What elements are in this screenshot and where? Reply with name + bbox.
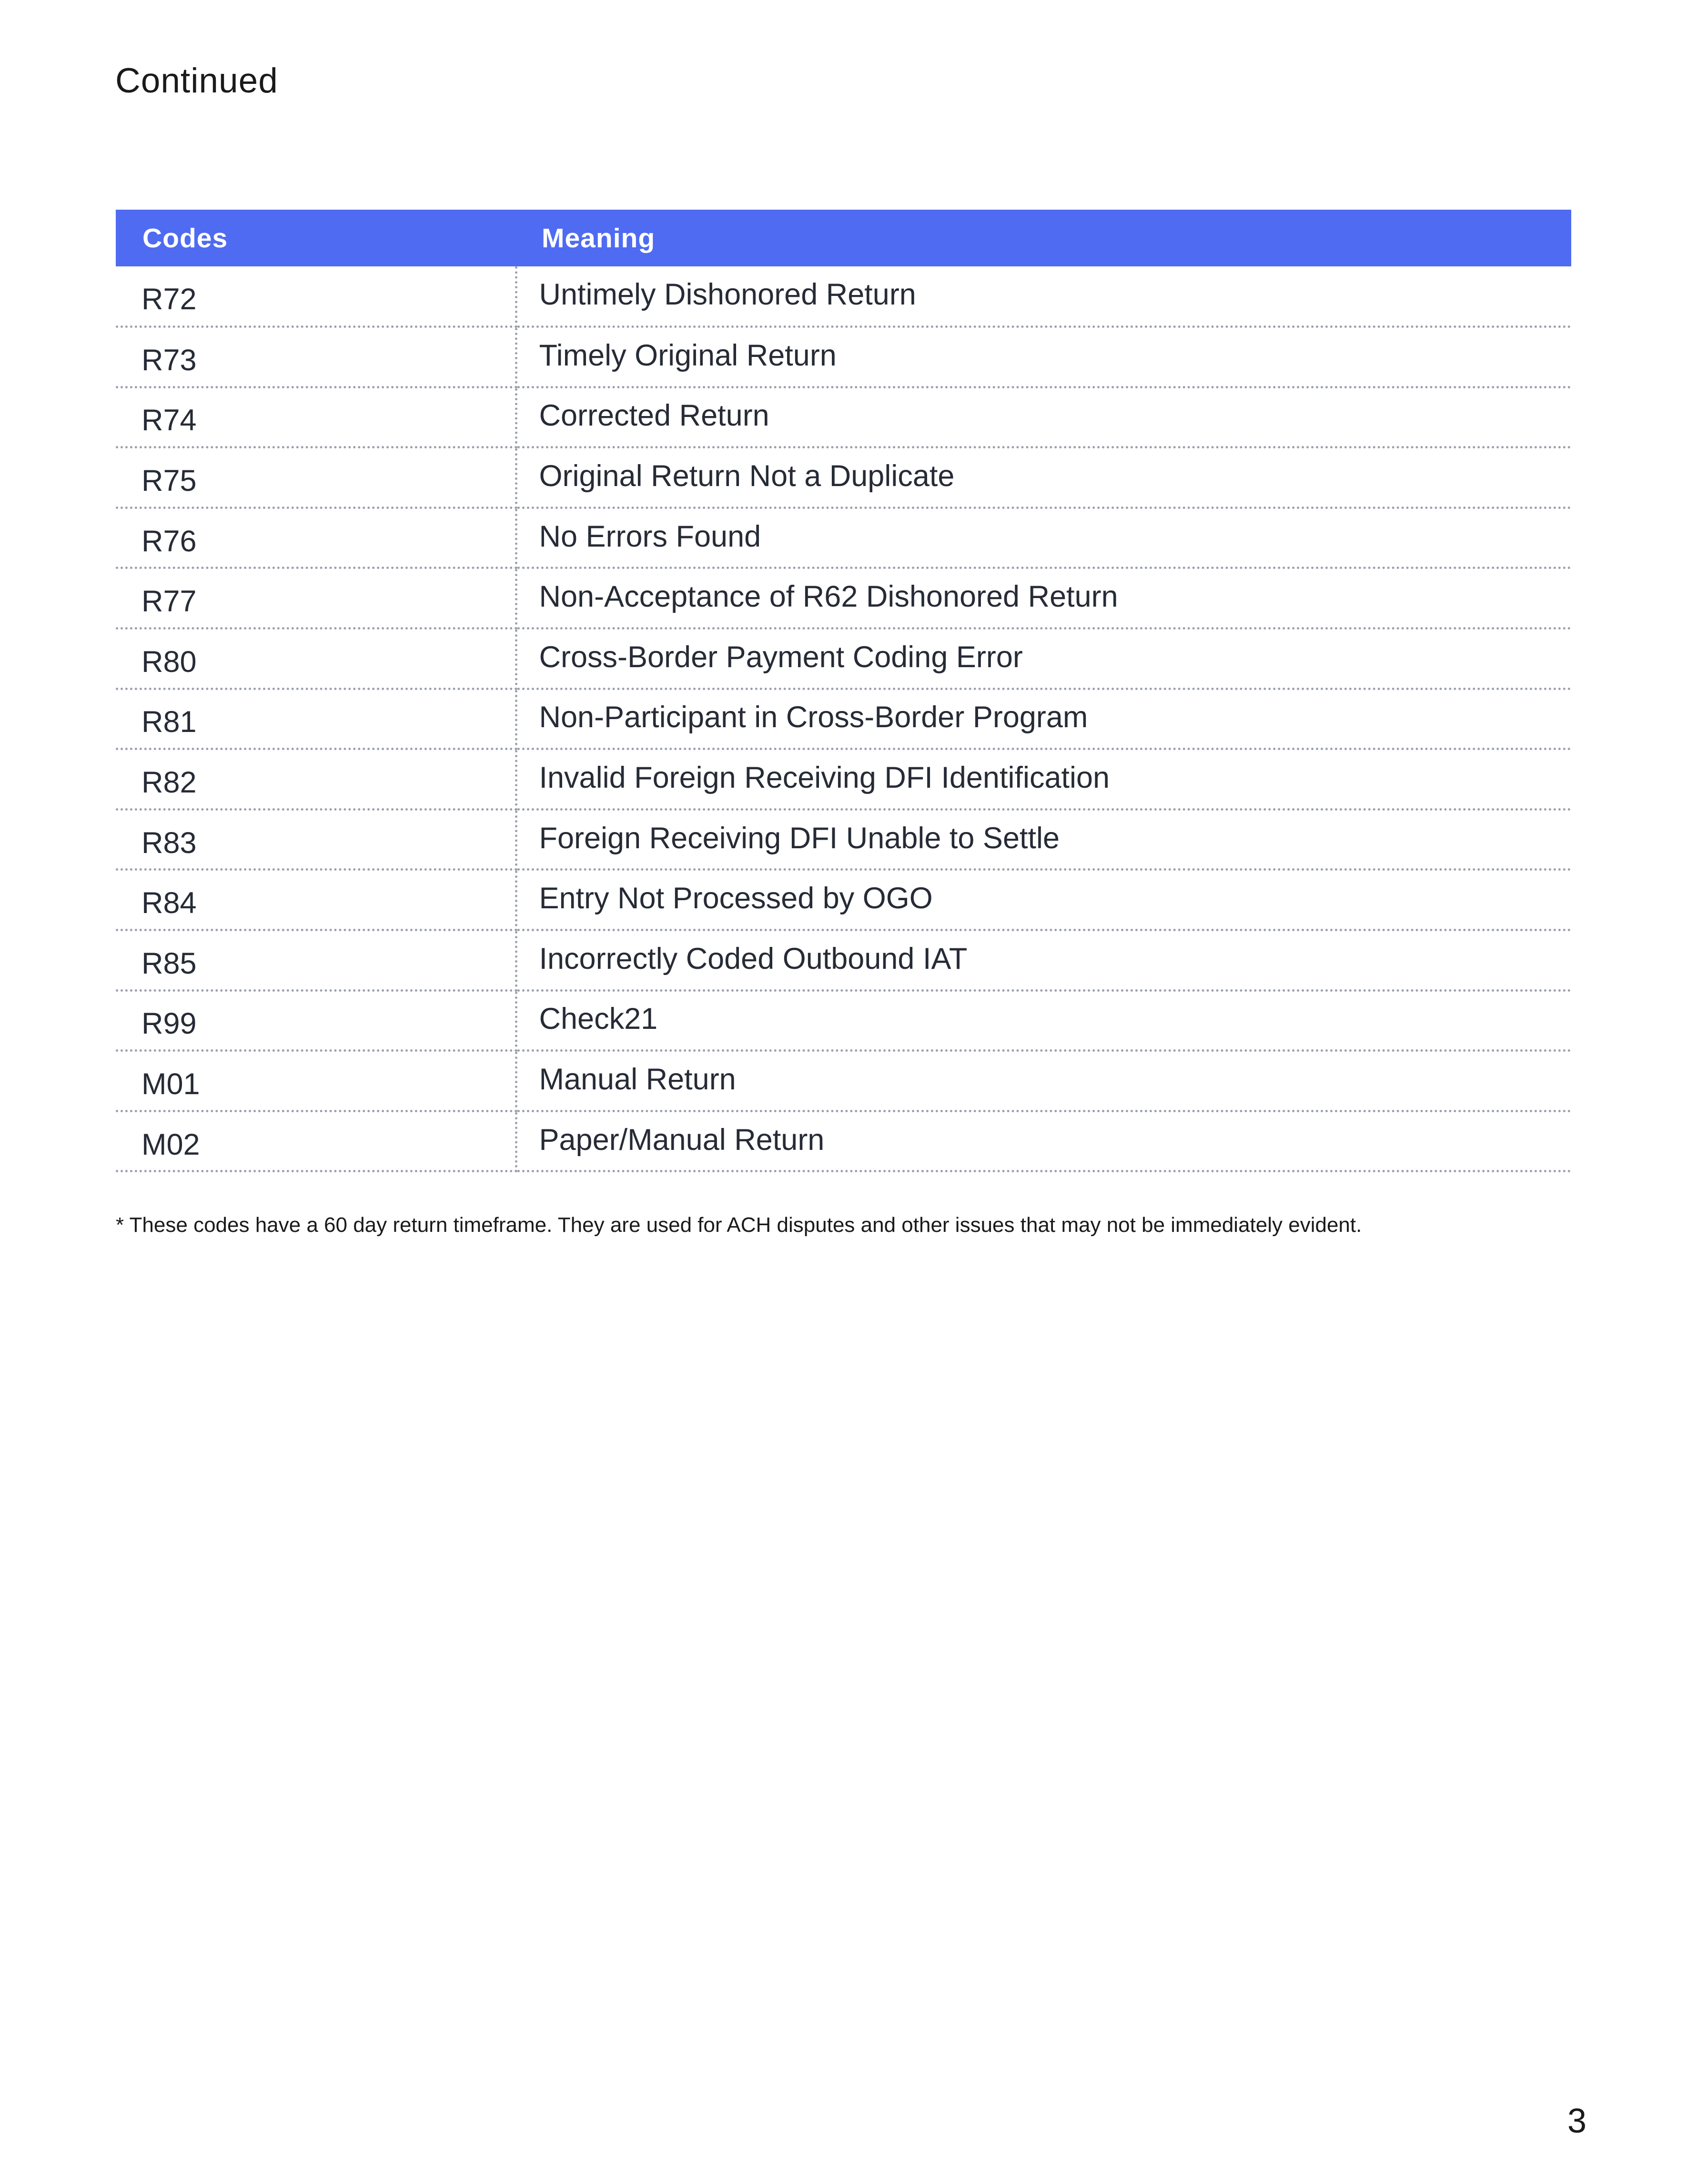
table-row (116, 1111, 1571, 1171)
code-cell: R75 (116, 447, 516, 508)
meaning-cell: Cross-Border Payment Coding Error (516, 629, 1571, 689)
code-cell: R99 (116, 990, 516, 1051)
table-row (116, 629, 1571, 689)
table-row (116, 749, 1571, 810)
meaning-cell: Check21 (516, 990, 1571, 1051)
table-header-row (116, 210, 1571, 266)
code-cell: M01 (116, 1051, 516, 1111)
table-row (116, 266, 1571, 327)
table-row (116, 1051, 1571, 1111)
table-row (116, 447, 1571, 508)
code-cell: R77 (116, 568, 516, 629)
meaning-cell: Manual Return (516, 1051, 1571, 1111)
meaning-cell: Foreign Receiving DFI Unable to Settle (516, 809, 1571, 870)
code-cell: R76 (116, 508, 516, 568)
code-cell: R83 (116, 809, 516, 870)
meaning-cell: Entry Not Processed by OGO (516, 870, 1571, 930)
code-cell: R85 (116, 930, 516, 991)
footnote: * These codes have a 60 day return timeframe. They are used for ACH disputes and other issues that may not be immediately evident. (116, 1213, 1362, 1237)
table-row (116, 689, 1571, 749)
return-codes-table (116, 210, 1571, 1172)
meaning-cell: Original Return Not a Duplicate (516, 447, 1571, 508)
codes-column-header: Codes (142, 223, 228, 254)
table-row (116, 568, 1571, 629)
page-title: Continued (115, 61, 278, 100)
code-cell: R74 (116, 387, 516, 447)
page-number: 3 (1567, 2102, 1587, 2140)
table-row (116, 508, 1571, 568)
meaning-column-header: Meaning (542, 223, 656, 254)
code-cell: M02 (116, 1111, 516, 1171)
code-cell: R81 (116, 689, 516, 749)
table-row (116, 327, 1571, 387)
meaning-cell: Corrected Return (516, 387, 1571, 447)
table-row (116, 990, 1571, 1051)
meaning-cell: Invalid Foreign Receiving DFI Identification (516, 749, 1571, 810)
code-cell: R84 (116, 870, 516, 930)
code-cell: R82 (116, 749, 516, 810)
meaning-cell: Incorrectly Coded Outbound IAT (516, 930, 1571, 991)
meaning-cell: Non-Acceptance of R62 Dishonored Return (516, 568, 1571, 629)
code-cell: R80 (116, 629, 516, 689)
table-row (116, 930, 1571, 991)
code-cell: R72 (116, 266, 516, 327)
meaning-cell: Untimely Dishonored Return (516, 266, 1571, 327)
meaning-cell: Timely Original Return (516, 327, 1571, 387)
meaning-cell: Non-Participant in Cross-Border Program (516, 689, 1571, 749)
meaning-cell: No Errors Found (516, 508, 1571, 568)
meaning-cell: Paper/Manual Return (516, 1111, 1571, 1171)
table-row (116, 809, 1571, 870)
table-row (116, 387, 1571, 447)
table-row (116, 870, 1571, 930)
code-cell: R73 (116, 327, 516, 387)
